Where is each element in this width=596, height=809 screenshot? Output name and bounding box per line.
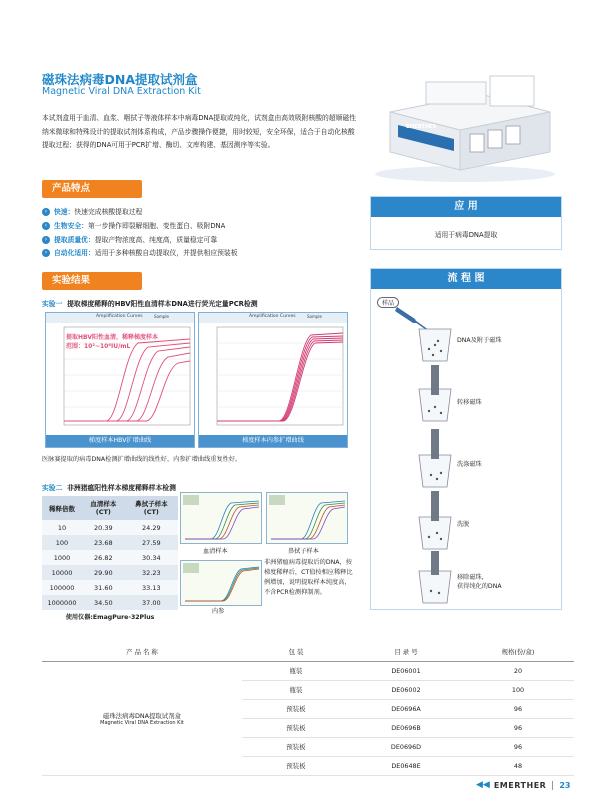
application-text: 适用于病毒DNA提取 <box>434 231 498 239</box>
page-subtitle: Magnetic Viral DNA Extraction Kit <box>42 86 201 97</box>
exp2-note: 非洲猪瘟病毒提取后的DNA，按梯度稀释后，CT值按相应稀释比例增加，说明提取样本纯度高，不含PCR检测抑制剂。 <box>264 559 353 596</box>
table-row: 10000 29.90 32.23 <box>42 565 178 580</box>
arrow-icon: › <box>42 249 50 257</box>
page-number: 23 <box>559 780 571 790</box>
table-header-row: 产 品 名 称 包 装 目 录 号 规格(份/盒) <box>42 643 574 662</box>
flow-step-1: DNA及附于磁珠 <box>457 337 502 344</box>
feature-item: › 快速： 快速完成核酸提取过程 <box>42 206 362 218</box>
hbv-amplification-chart <box>45 312 195 448</box>
table-row: 瓶装 DE06001 20 <box>242 662 574 681</box>
product-image <box>370 64 560 184</box>
application-heading: 应 用 <box>371 197 561 217</box>
flow-panel <box>370 268 562 610</box>
table-row: 10 20.39 24.29 <box>42 520 178 535</box>
features-list <box>42 206 362 261</box>
results-heading: 实验结果 <box>42 272 142 290</box>
nasal-chart-label: 鼻拭子样本 <box>288 548 319 555</box>
flow-step-5: 移除磁珠， 获得纯化的DNA <box>457 574 502 590</box>
arrow-icon: › <box>42 208 50 216</box>
table-row: 瓶装 DE06002 100 <box>242 681 574 700</box>
table-row: 预装板 DE0648E 48 <box>242 757 574 776</box>
table-row: 100 23.68 27.59 <box>42 535 178 550</box>
table-row: 预装板 DE0696D 96 <box>242 738 574 757</box>
flow-heading: 流 程 图 <box>371 269 561 289</box>
chart-title: Amplification Curves <box>249 314 296 319</box>
chart-title: Amplification Curves <box>96 314 143 319</box>
arrow-icon: › <box>42 222 50 230</box>
arrow-icon: › <box>42 236 50 244</box>
table-row: 1000000 34.50 37.00 <box>42 595 178 610</box>
nasal-chart <box>266 492 348 544</box>
col-header: 血清样本 (CT) <box>90 500 117 516</box>
footer <box>476 778 570 792</box>
feature-item: › 自动化适用： 适用于多种核酸自动提取仪，并提供相应预装板 <box>42 247 362 259</box>
overlay-note: 提取HBV阳性血清，稀释梯度样本 范围：10²~10⁶IU/mL <box>66 334 158 350</box>
table-footer: 使用仪器:EmagPure-32Plus <box>65 614 155 621</box>
flow-step-3: 洗涤磁珠 <box>457 461 482 468</box>
footer-divider <box>552 781 553 790</box>
flow-step-2: 转移磁珠 <box>457 399 482 406</box>
features-heading: 产品特点 <box>42 180 142 198</box>
product-name-cell: 磁珠法病毒DNA提取试剂盒 Magnetic Viral DNA Extraction Kit <box>42 662 242 776</box>
feature-item: › 生物安全： 第一步操作即裂解细胞、变性蛋白、吸附DNA <box>42 220 362 232</box>
box-brand: EMERTHER <box>406 124 437 130</box>
flow-step-4: 洗脱 <box>457 521 470 528</box>
exp1-title: 实验一 提取梯度稀释的HBV阳性血清样本DNA进行荧光定量PCR检测 <box>42 300 258 308</box>
product-table <box>42 643 574 776</box>
col-header: 稀释倍数 <box>49 504 75 513</box>
feature-item: › 提取质量优： 提取产物浓度高、纯度高，质量稳定可靠 <box>42 234 362 246</box>
exp1-note: 医脉赛提取的病毒DNA检测扩增曲线的线性好，内参扩增曲线重复性好。 <box>42 456 242 463</box>
chart-caption-hbv: 梯度样本HBV扩增曲线 <box>46 435 194 447</box>
exp2-title: 实验二 非洲猪瘟阳性样本梯度稀释样本检测 <box>42 484 176 492</box>
chart-caption-internal: 梯度样本内参扩增曲线 <box>199 435 347 447</box>
sample-tag: 样品 <box>377 297 399 308</box>
table-row: 1000 26.82 30.34 <box>42 550 178 565</box>
table-row: 预装板 DE0696A 96 <box>242 700 574 719</box>
ct-table <box>42 496 178 621</box>
internal-control-chart <box>198 312 348 448</box>
brand-logo-icon: ◀◀ <box>476 780 490 790</box>
chart-tab-sample: Sample <box>307 314 322 319</box>
intro-paragraph: 本试剂盒用于血清、血浆、咽拭子等液体样本中病毒DNA提取或纯化，试剂盒由高效吸附核酸的超顺磁性纳米微球和特殊设计的提取试剂体系构成，产品步骤操作便捷，用时较短，安全环保，适合于自动化核酸提取过程；获得的DNA可用于PCR扩增、酶切、文库构建、基因测序等实验。 <box>42 114 357 150</box>
page-title: 磁珠法病毒DNA提取试剂盒 <box>42 72 198 87</box>
serum-chart-label: 血清样本 <box>203 548 228 555</box>
application-panel <box>370 196 562 250</box>
table-row: 100000 31.60 33.13 <box>42 580 178 595</box>
chart-tab-sample: Sample <box>154 314 169 319</box>
serum-chart <box>180 492 262 544</box>
footer-brand: EMERTHER <box>493 780 547 790</box>
col-header: 鼻拭子样本 (CT) <box>135 500 168 516</box>
table-row: 预装板 DE0696B 96 <box>242 719 574 738</box>
internal-chart <box>180 560 262 606</box>
internal-chart-label: 内参 <box>212 608 225 615</box>
